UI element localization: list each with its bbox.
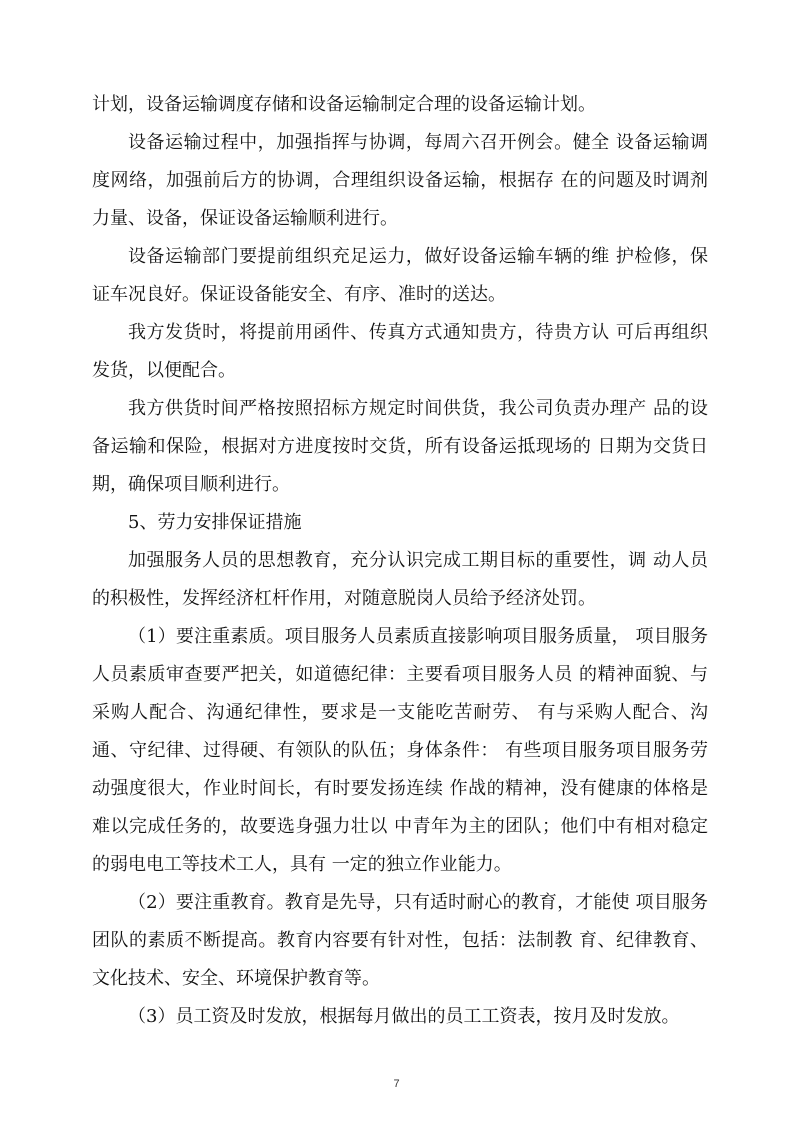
paragraph-9: （3）员工资及时发放，根据每月做出的员工工资表，按月及时发放。 [128,1006,680,1027]
paragraph-2: 设备运输过程中，加强指挥与协调，每周六召开例会。健全 设备运输调度网络，加强前后方的协调，合理组织设备运输，根据存 在的问题及时调剂力量、设备，保证设备运输顺利进行。 [92,132,708,229]
document-body [92,86,708,1036]
paragraph-7: （1）要注重素质。项目服务人员素质直接影响项目服务质量， 项目服务人员素质审查要严把关，如道德纪律：主要看项目服务人员 的精神面貌、与采购人配合、沟通纪律性，要求是一支能吃苦耐劳、 有与采购人配合、沟通、守纪律、过得硬、有领队的队伍；身体条件： 有些项目服务项目服务劳动强度很大，作业时间长，有时要发扬连续 作战的精神，没有健康的体格是难以完成任务的，故要选身强力壮以 中青年为主的团队；他们中有相对稳定的弱电电工等技术工人，具有 一定的独立作业能力。 [92,626,708,875]
paragraph-1: 计划，设备运输调度存储和设备运输制定合理的设备运输计划。 [92,94,596,115]
paragraph-8: （2）要注重教育。教育是先导，只有适时耐心的教育，才能使 项目服务团队的素质不断提高。教育内容要有针对性，包括：法制教 育、纪律教育、文化技术、安全、环境保护教育等。 [92,892,708,989]
section-heading: 5、劳力安排保证措施 [128,512,302,533]
paragraph-3: 设备运输部门要提前组织充足运力，做好设备运输车辆的维 护检修，保证车况良好。保证设备能安全、有序、准时的送达。 [92,246,708,305]
paragraph-4: 我方发货时，将提前用函件、传真方式通知贵方，待贵方认 可后再组织发货，以便配合。 [92,322,708,381]
paragraph-6: 加强服务人员的思想教育，充分认识完成工期目标的重要性，调 动人员的积极性，发挥经济杠杆作用，对随意脱岗人员给予经济处罚。 [92,550,708,609]
page-number: 7 [393,1078,400,1090]
paragraph-5: 我方供货时间严格按照招标方规定时间供货，我公司负责办理产 品的设备运输和保险，根据对方进度按时交货，所有设备运抵现场的 日期为交货日期，确保项目顺利进行。 [92,398,708,495]
